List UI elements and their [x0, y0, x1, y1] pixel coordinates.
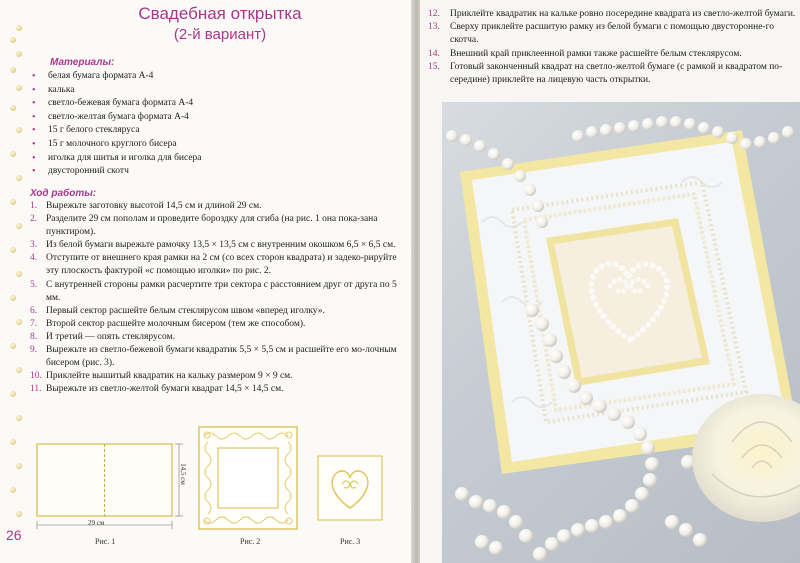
materials-heading: Материалы:	[50, 57, 115, 68]
step-number: 10.	[30, 371, 42, 382]
step-item	[428, 21, 798, 47]
pearl-dot	[16, 25, 22, 31]
pearl-dot	[16, 127, 22, 133]
pearl-dot	[10, 105, 16, 111]
pearl-dot	[16, 367, 22, 373]
step-text: И третий — опять стеклярусом.	[46, 331, 175, 342]
step-text: Приклейте вышитый квадратик на кальку размером 9 × 9 см.	[46, 371, 293, 382]
pearl-dot	[16, 85, 22, 91]
step-text: Разделите 29 см пополам и проведите бороздку для сгиба (на рис. 1 она пока-зана пунктиром).	[46, 214, 378, 238]
step-number: 5.	[30, 279, 38, 290]
pearl-dot	[10, 439, 16, 445]
step-text: Из белой бумаги вырежьте рамочку 13,5 × 13,5 см с внутренним окошком 6,5 × 6,5 см.	[46, 240, 396, 251]
pearl-dot	[10, 67, 16, 73]
figure-2-caption: Рис. 2	[240, 537, 261, 546]
step-item	[428, 61, 798, 87]
step-item	[30, 318, 405, 331]
figure-3-caption: Рис. 3	[340, 537, 361, 546]
pearl-dot	[10, 247, 16, 253]
page-subtitle: (2-й вариант)	[173, 26, 267, 43]
step-number: 12.	[428, 9, 440, 19]
pearl-dot	[16, 511, 22, 517]
step-item	[30, 252, 405, 278]
finished-card-photo	[442, 102, 800, 563]
step-number: 15.	[428, 61, 440, 72]
step-text: Внешний край приклеенной рамки также расшейте белым стеклярусом.	[450, 48, 742, 59]
step-item	[30, 213, 405, 239]
decorative-pearl-border	[6, 15, 30, 535]
step-number: 3.	[30, 240, 38, 251]
material-item: • светло-желтая бумага формата А-4	[32, 111, 202, 125]
step-text: Отступите от внешнего края рамки на 2 см (со всех сторон квадрата) и задеко-рируйте эту плоскость фактурой «с помощью иголки» по рис. 2.	[46, 253, 397, 277]
pearl-dot	[10, 487, 16, 493]
work-heading: Ход работы:	[30, 188, 97, 199]
page-title: Свадебная открытка	[138, 4, 302, 23]
step-number: 9.	[30, 345, 38, 356]
material-item: • калька	[32, 84, 202, 98]
pearl-dot	[16, 319, 22, 325]
material-item: • 15 г молочного круглого бисера	[32, 138, 202, 152]
step-item	[30, 200, 405, 213]
material-item: • двусторонний скотч	[32, 165, 202, 179]
figure-1-width-label: 29 см	[88, 519, 105, 527]
step-number: 14.	[428, 48, 440, 59]
pearl-dot	[10, 343, 16, 349]
step-number: 7.	[30, 318, 38, 329]
pearl-dot	[10, 295, 16, 301]
step-item	[30, 239, 405, 252]
pearl-dot	[10, 151, 16, 157]
step-number: 2.	[30, 214, 38, 225]
pearl-dot	[10, 391, 16, 397]
step-item	[30, 370, 405, 383]
step-number: 4.	[30, 253, 38, 264]
figure-1-card-blank	[32, 440, 192, 536]
pearl-dot	[16, 271, 22, 277]
step-item	[30, 331, 405, 344]
step-item	[428, 8, 798, 21]
step-number: 8.	[30, 331, 38, 342]
step-text: С внутренней стороны рамки расчертите три сектора с расстоянием друг от друга по 5 мм.	[46, 279, 397, 303]
card-photo-illustration	[442, 102, 800, 563]
step-text: Вырежьте из светло-желтой бумаги квадрат 14,5 × 14,5 см.	[46, 384, 284, 395]
step-number: 1.	[30, 201, 38, 211]
step-text: Готовый законченный квадрат на светло-желтой бумаге (с рамкой и квадратом по-середине) приклейте на лицевую часть открытки.	[450, 61, 783, 86]
steps-list-continued	[428, 8, 798, 87]
pearl-dot	[10, 199, 16, 205]
figure-2-frame-pattern	[196, 424, 300, 532]
step-text: Вырежьте заготовку высотой 14,5 см и длиной 29 см.	[46, 201, 262, 211]
pearl-dot	[16, 223, 22, 229]
step-item	[30, 279, 405, 305]
step-text: Второй сектор расшейте молочным бисером (тем же способом).	[46, 318, 306, 329]
right-page	[420, 0, 800, 563]
material-item: • светло-бежевая бумага формата А-4	[32, 97, 202, 111]
material-item: • белая бумага формата А-4	[32, 70, 202, 84]
material-item: • 15 г белого стекляруса	[32, 124, 202, 138]
step-text: Сверху приклейте расшитую рамку из белой бумаги с помощью двусторонне-го скотча.	[450, 22, 775, 46]
step-number: 6.	[30, 305, 38, 316]
step-number: 13.	[428, 22, 440, 33]
step-text: Приклейте квадратик на кальке ровно посередине квадрата из светло-желтой бумаги.	[450, 9, 796, 19]
materials-list	[32, 70, 202, 179]
step-item	[30, 344, 405, 370]
step-number: 11.	[30, 384, 42, 395]
material-item: • иголка для шитья и иголка для бисера	[32, 152, 202, 166]
pearl-dot	[16, 415, 22, 421]
figure-3-heart-square	[316, 454, 384, 522]
step-item	[30, 383, 405, 396]
step-item	[30, 305, 405, 318]
steps-list	[30, 200, 405, 396]
figure-1-caption: Рис. 1	[95, 537, 116, 546]
step-text: Первый сектор расшейте белым стеклярусом швом «вперед иголку».	[46, 305, 325, 316]
step-text: Вырежьте из светло-бежевой бумаги квадратик 5,5 × 5,5 см и расшейте его мо-лочным бисером (рис. 3).	[46, 345, 397, 369]
figure-1-height-label: 14,5 см	[178, 463, 187, 485]
step-item	[428, 48, 798, 61]
pearl-dot	[16, 175, 22, 181]
page-number: 26	[6, 527, 22, 543]
pearl-dot	[16, 463, 22, 469]
pearl-dot	[10, 37, 16, 43]
pearl-dot	[16, 51, 22, 57]
